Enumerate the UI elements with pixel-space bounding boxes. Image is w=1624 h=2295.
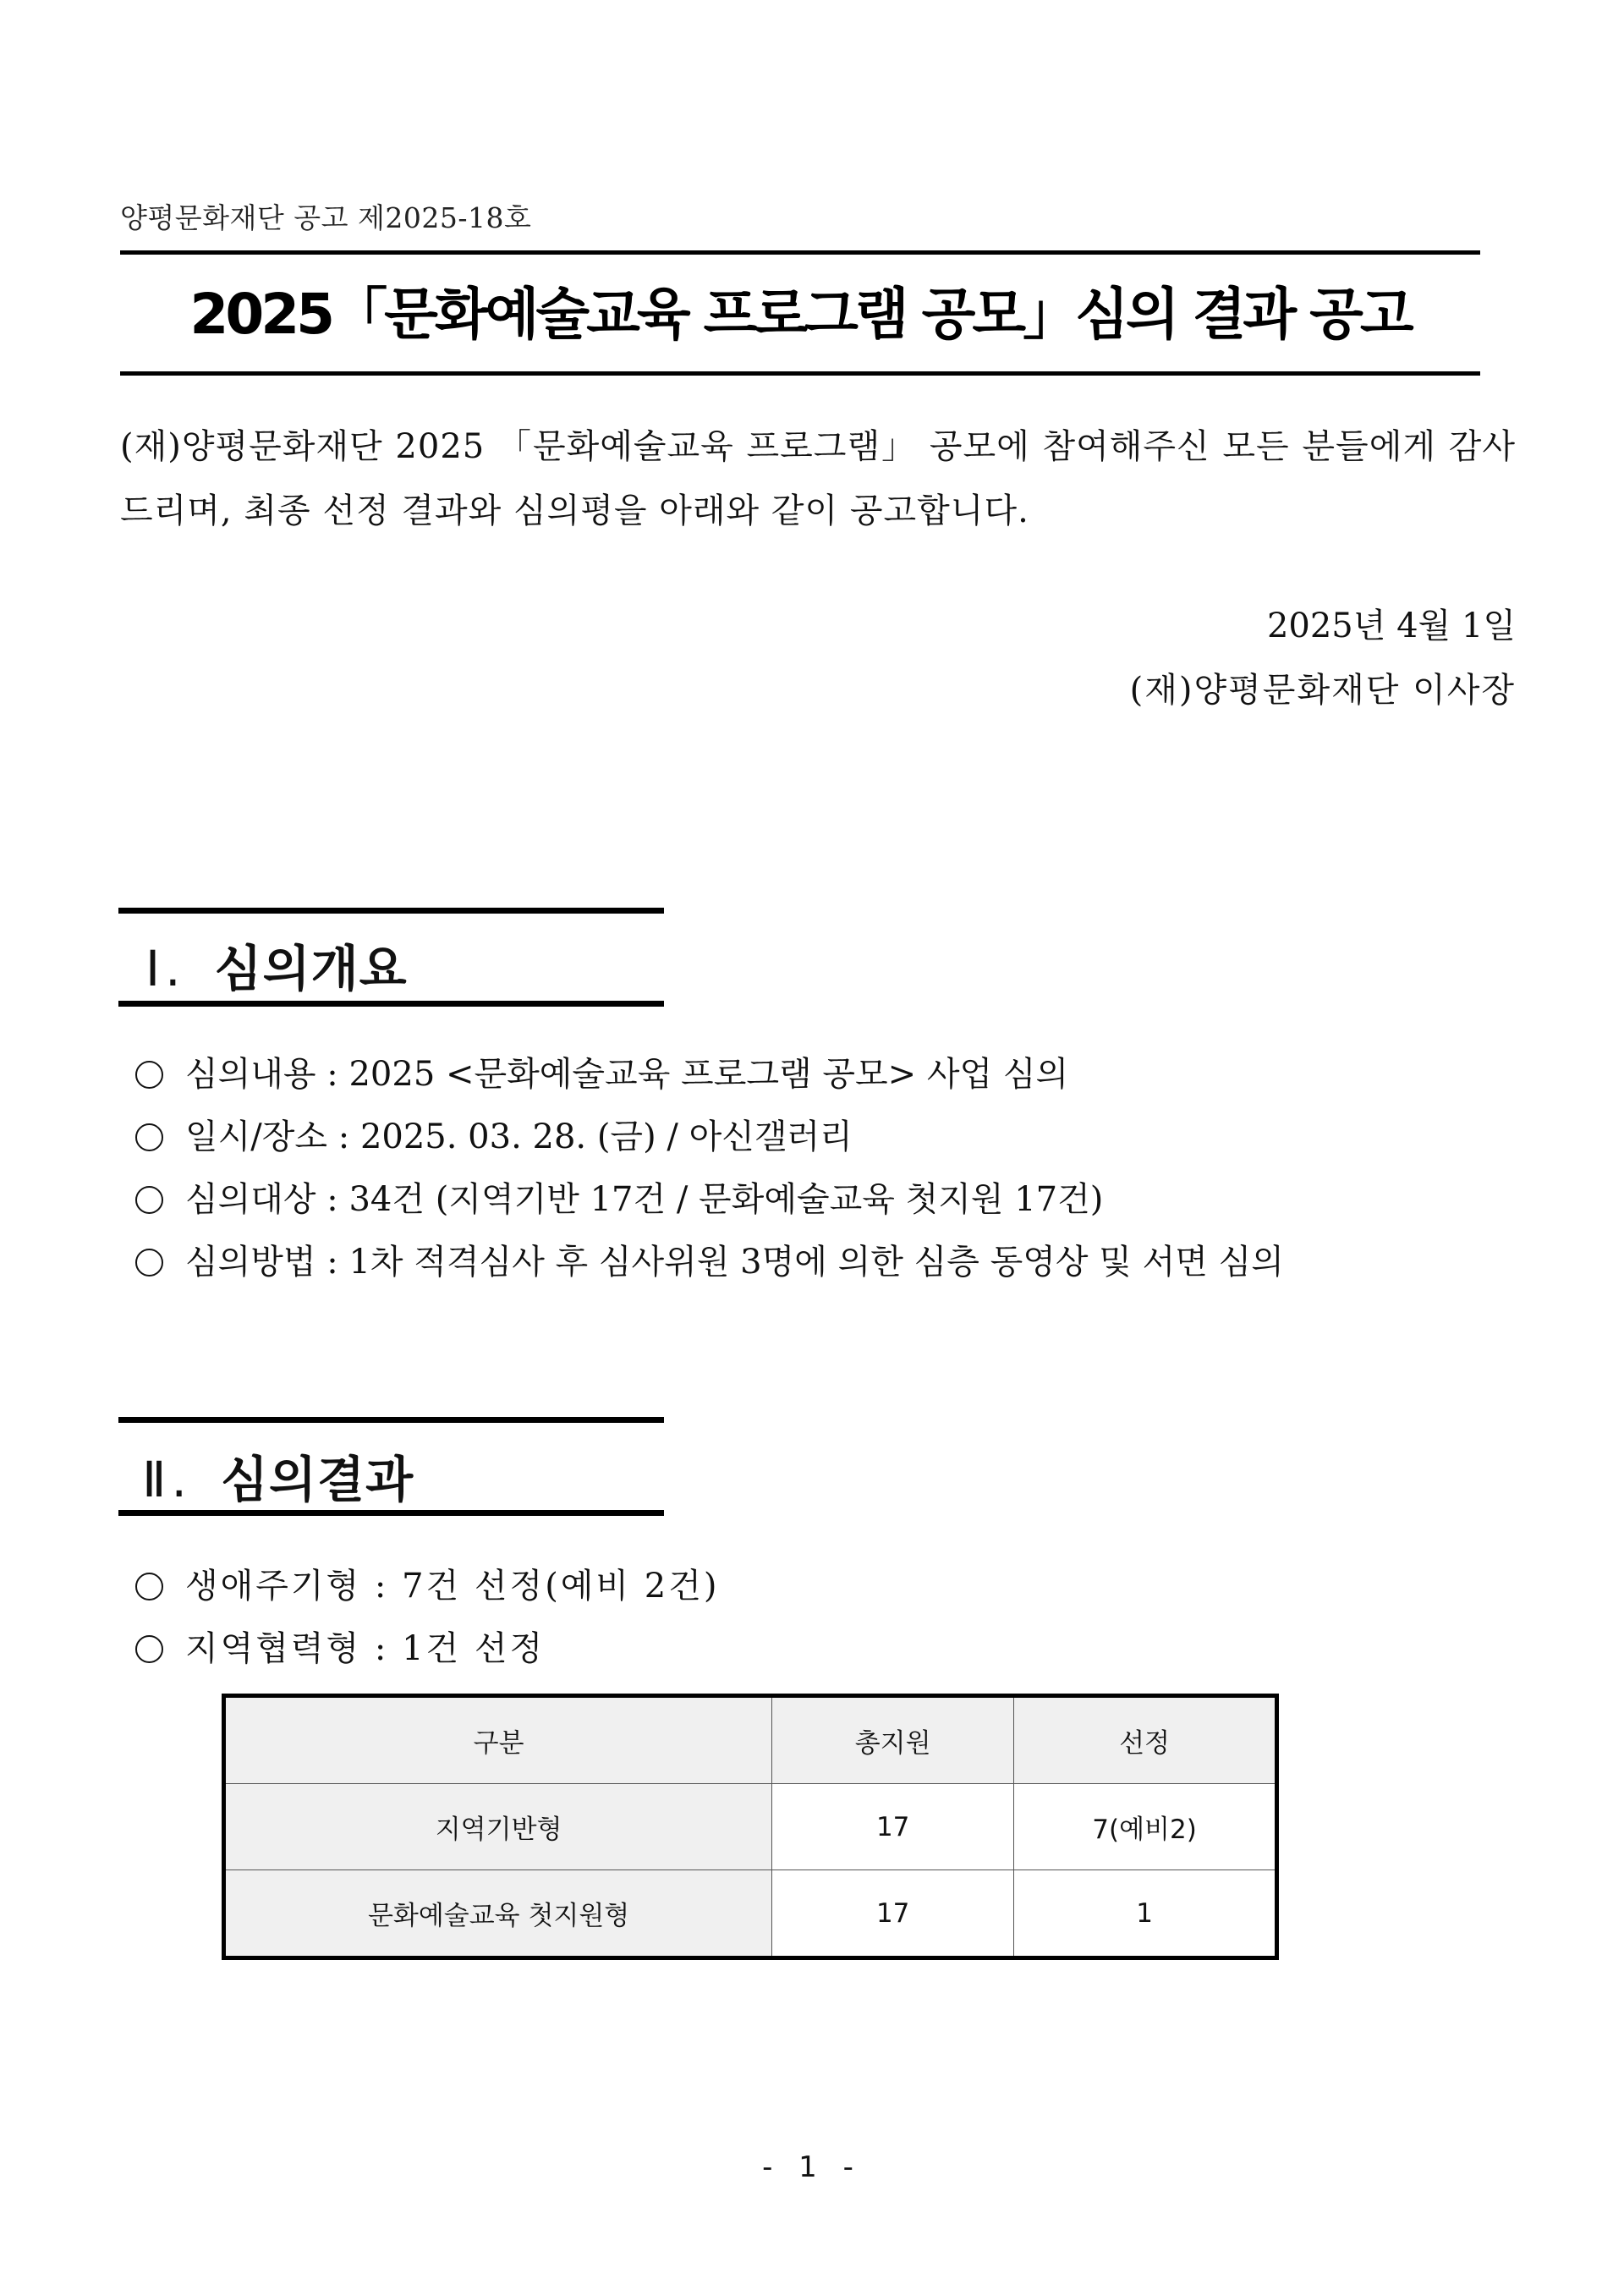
intro-paragraph: (재)양평문화재단 2025 「문화예술교육 프로그램」 공모에 참여해주신 모든 분들에게 감사드리며, 최종 선정 결과와 심의평을 아래와 같이 공고합니다. — [120, 427, 1516, 530]
section-1-heading — [145, 929, 408, 1000]
section-2-bullet-list — [135, 1555, 720, 1680]
document-title: 2025「문화예술교육 프로그램 공모」심의 결과 공고 — [189, 282, 1411, 347]
circle-bullet-icon — [135, 1249, 163, 1277]
table-cell-category: 문화예술교육 첫지원형 — [224, 1870, 772, 1958]
table-row — [224, 1784, 1277, 1870]
column-header-selected: 선정 — [1014, 1696, 1277, 1784]
list-item — [135, 1043, 1284, 1106]
list-item — [135, 1617, 720, 1680]
circle-bullet-icon — [135, 1123, 163, 1151]
list-item — [135, 1168, 1284, 1231]
list-item-text: 지역협력형 : 1건 선정 — [185, 1629, 546, 1668]
section-2-numeral: Ⅱ. — [142, 1451, 192, 1508]
section-1-bullet-list — [135, 1043, 1284, 1293]
circle-bullet-icon — [135, 1635, 163, 1663]
circle-bullet-icon — [135, 1061, 163, 1089]
column-header-total-applications: 총지원 — [772, 1696, 1014, 1784]
list-item — [135, 1555, 720, 1617]
circle-bullet-icon — [135, 1186, 163, 1214]
table-header-row — [224, 1696, 1277, 1784]
list-item — [135, 1106, 1284, 1168]
list-item-text: 일시/장소 : 2025. 03. 28. (금) / 아신갤러리 — [185, 1117, 853, 1156]
results-table — [222, 1694, 1279, 1960]
circle-bullet-icon — [135, 1573, 163, 1600]
section-2-rule-bottom — [118, 1510, 664, 1516]
section-2-heading — [142, 1440, 414, 1511]
list-item-text: 심의내용 : 2025 <문화예술교육 프로그램 공모> 사업 심의 — [185, 1055, 1069, 1094]
section-2-rule-top — [118, 1417, 664, 1423]
table-cell-category: 지역기반형 — [224, 1784, 772, 1870]
table-row — [224, 1870, 1277, 1958]
list-item-text: 심의방법 : 1차 적격심사 후 심사위원 3명에 의한 심층 동영상 및 서면 심의 — [185, 1243, 1284, 1282]
table-cell-selected: 7(예비2) — [1014, 1784, 1277, 1870]
section-1-title: 심의개요 — [214, 940, 408, 997]
column-header-category: 구분 — [224, 1696, 772, 1784]
document-number: 양평문화재단 공고 제2025-18호 — [120, 201, 532, 234]
title-rule-top — [120, 250, 1480, 255]
section-1-rule-top — [118, 908, 664, 914]
table-cell-selected: 1 — [1014, 1870, 1277, 1958]
announcement-date: 2025년 4월 1일 — [1266, 607, 1516, 645]
page-number: - 1 - — [762, 2150, 862, 2184]
section-1-numeral: Ⅰ. — [145, 940, 186, 997]
list-item — [135, 1231, 1284, 1293]
section-1-rule-bottom — [118, 1001, 664, 1007]
signature-line: (재)양평문화재단 이사장 — [1129, 671, 1516, 710]
table-cell-total: 17 — [772, 1870, 1014, 1958]
list-item-text: 심의대상 : 34건 (지역기반 17건 / 문화예술교육 첫지원 17건) — [185, 1180, 1104, 1219]
list-item-text: 생애주기형 : 7건 선정(예비 2건) — [185, 1567, 720, 1606]
table-cell-total: 17 — [772, 1784, 1014, 1870]
title-rule-bottom — [120, 371, 1480, 376]
section-2-title: 심의결과 — [220, 1451, 414, 1508]
